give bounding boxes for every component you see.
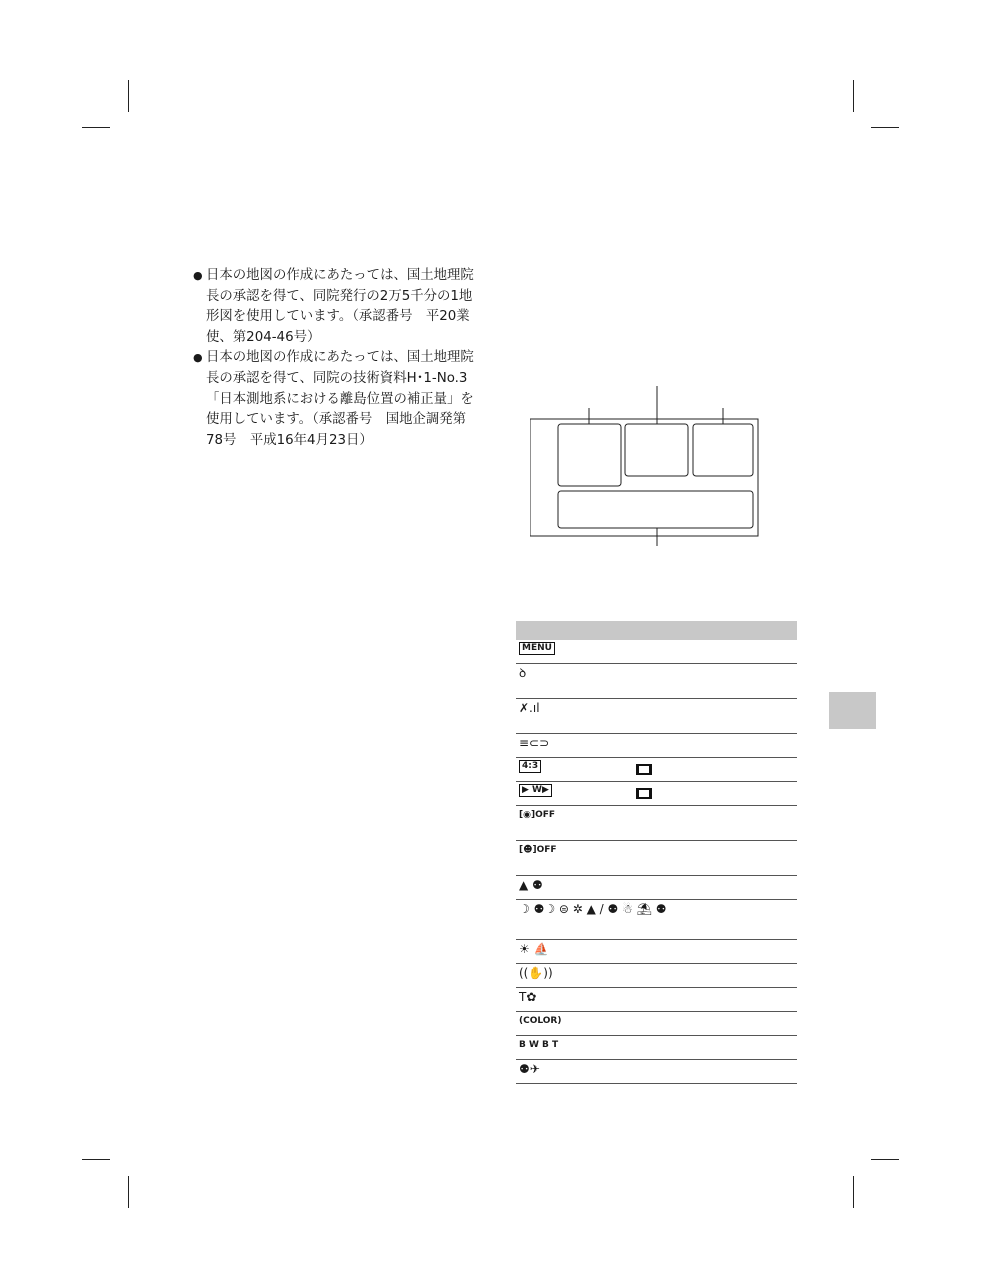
steadyshot-icon: ((✋)) xyxy=(519,966,553,980)
screen-area-right xyxy=(693,424,753,476)
screen-layout-diagram xyxy=(530,380,760,550)
screen-area-left xyxy=(558,424,621,486)
table-row xyxy=(516,900,797,940)
crop-mark xyxy=(128,1176,129,1208)
crop-mark xyxy=(853,1176,854,1208)
note-item xyxy=(193,266,483,348)
bw-bt-icon: B W B T xyxy=(519,1040,559,1050)
note-text: 日本の地図の作成にあたっては、国土地理院長の承認を得て、同院発行の2万5千分の1地形図を使用しています。（承認番号 平20業使、第204-46号） xyxy=(206,268,474,345)
table-row xyxy=(516,876,797,900)
table-row xyxy=(516,940,797,964)
self-timer-icon: ꝺ xyxy=(519,666,527,680)
icon-table xyxy=(516,621,797,1084)
gps-signal-icon: ✗.ıl xyxy=(519,701,540,715)
table-row xyxy=(516,664,797,699)
face-detection-off-icon: [◉]OFF xyxy=(519,810,556,820)
table-row xyxy=(516,988,797,1012)
side-index-tab xyxy=(829,692,876,729)
bullet: ● xyxy=(193,269,203,282)
flight-mode-icon: ⚉✈ xyxy=(519,1062,540,1076)
color-icon: (COLOR) xyxy=(519,1016,562,1026)
table-row xyxy=(516,841,797,876)
wide-mode-icon: ▶ W▶ xyxy=(519,784,552,797)
light-icon: ≡⊂⊃ xyxy=(519,736,550,750)
table-row xyxy=(516,734,797,758)
table-row xyxy=(516,640,797,664)
note-text: 日本の地図の作成にあたっては、国土地理院長の承認を得て、同院の技術資料H･1-No.3「日本測地系における離島位置の補正量」を使用しています。（承認番号 国地企調発第78号 平成16年4月23日） xyxy=(206,350,474,448)
screen-area-bottom xyxy=(558,491,753,528)
note-item xyxy=(193,348,483,451)
table-row xyxy=(516,806,797,841)
tele-macro-icon: T✿ xyxy=(519,990,537,1004)
screen-outline xyxy=(530,419,758,536)
table-row xyxy=(516,758,797,782)
table-row xyxy=(516,1036,797,1060)
crop-mark xyxy=(128,80,129,112)
aspect-ratio-icon: 4:3 xyxy=(519,760,541,773)
movie-film-icon xyxy=(636,788,652,799)
bullet: ● xyxy=(193,351,203,365)
movie-film-icon xyxy=(636,764,652,775)
table-row xyxy=(516,1060,797,1084)
smile-shutter-off-icon: [☻]OFF xyxy=(519,845,557,855)
crop-mark xyxy=(82,1159,110,1160)
table-row xyxy=(516,782,797,806)
crop-mark xyxy=(82,127,110,128)
table-row xyxy=(516,699,797,734)
notes-list xyxy=(193,266,483,451)
menu-icon: MENU xyxy=(519,642,555,655)
crop-mark xyxy=(871,1159,899,1160)
screen-area-center xyxy=(625,424,688,476)
white-balance-icon: ☀ ⛵ xyxy=(519,942,549,956)
scene-landscape-portrait-icon: ▲ ⚉ xyxy=(519,878,543,892)
table-row xyxy=(516,1012,797,1036)
crop-mark xyxy=(871,127,899,128)
table-header xyxy=(516,621,797,640)
table-row xyxy=(516,964,797,988)
scene-selection-icons: ☽ ⚉☽ ⊜ ✲ ▲ / ⚉ ☃ ⛱ ⚉ xyxy=(519,902,667,916)
crop-mark xyxy=(853,80,854,112)
